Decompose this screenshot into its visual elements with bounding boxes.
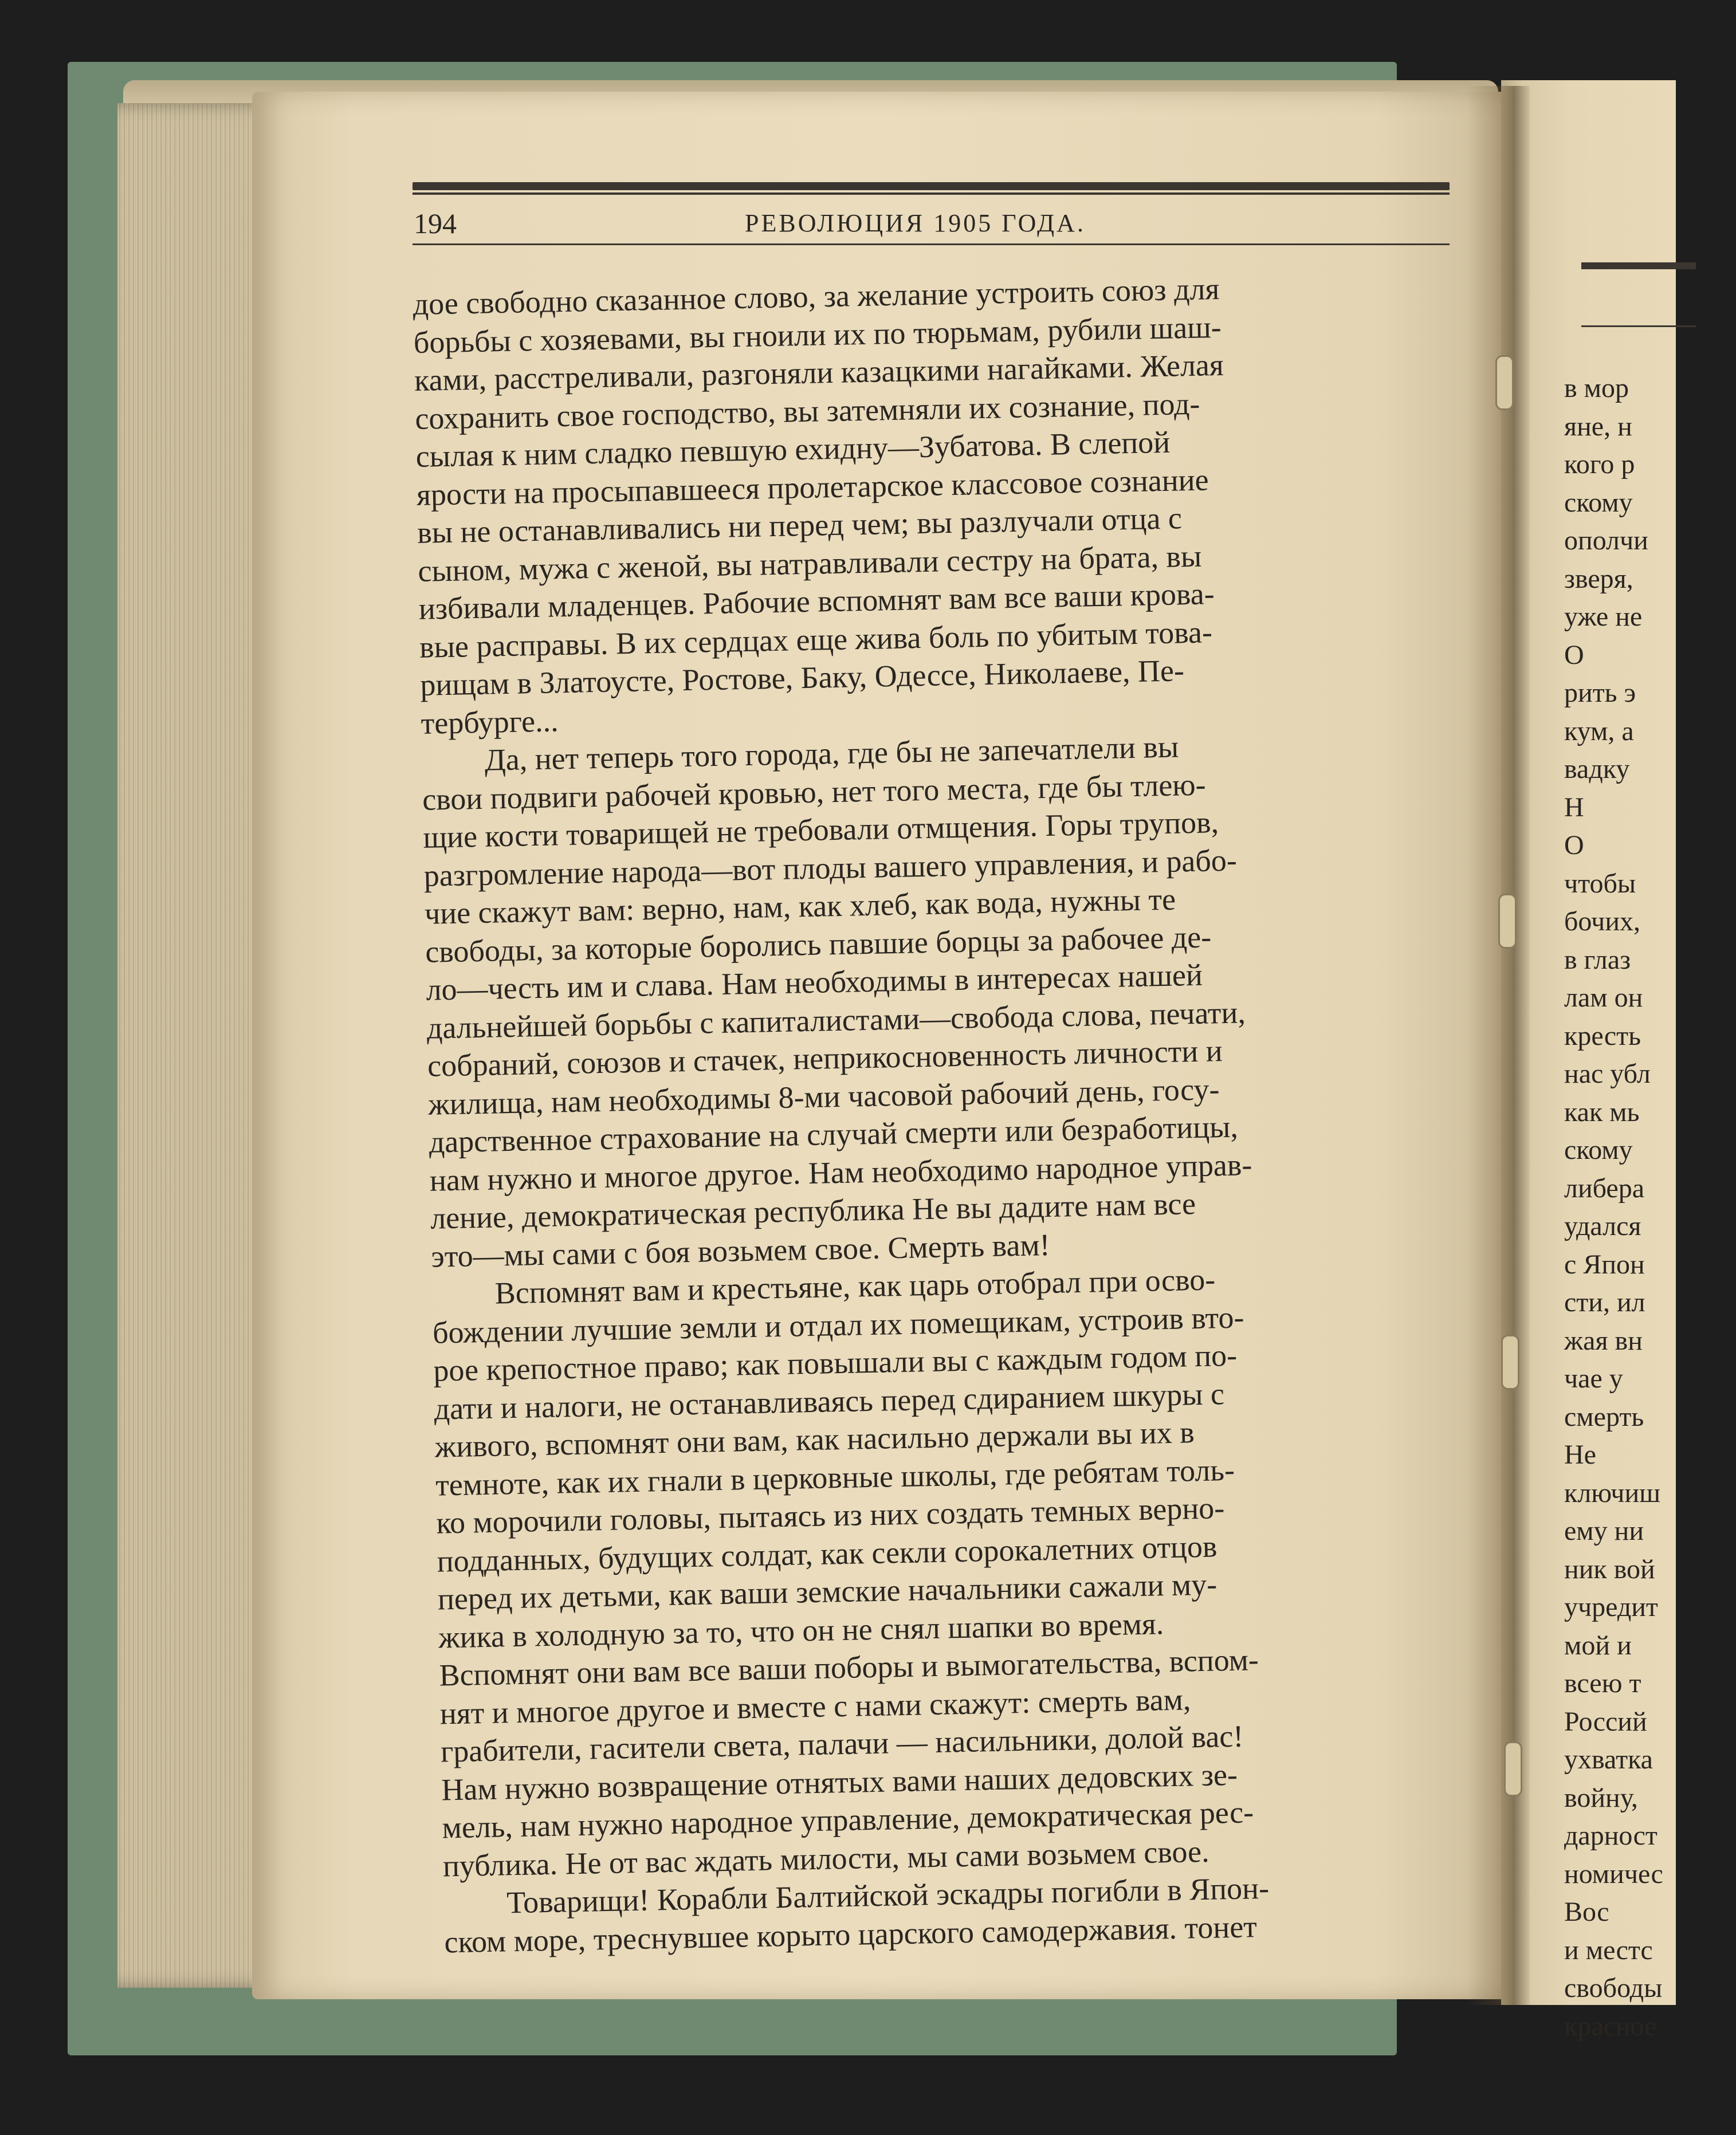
facing-text-line: нас убл <box>1564 1059 1651 1089</box>
facing-text-line: с Япон <box>1564 1249 1645 1280</box>
facing-text-line: рить э <box>1564 678 1636 708</box>
text-line: ление, демократическая республика Не вы дадите нам все <box>430 1186 1196 1236</box>
text-line: ярости на просыпавшееся пролетарское классовое сознание <box>416 462 1209 512</box>
text-line: вы не останавливались ни перед чем; вы разлучали отца с <box>417 501 1183 550</box>
text-line: Да, нет теперь того города, где бы не запечатлели вы <box>484 729 1179 777</box>
text-line: избивали младенцев. Рабочие вспомнят вам все ваши крова- <box>418 576 1215 626</box>
facing-text-line: Н <box>1564 792 1584 823</box>
facing-text-line: смерть <box>1564 1401 1644 1432</box>
paragraph <box>431 1256 1491 1885</box>
facing-text-line: кум, а <box>1564 715 1634 746</box>
facing-text-line: чае у <box>1564 1363 1623 1394</box>
facing-text-line: яне, н <box>1564 411 1632 442</box>
text-line: Нам нужно возвращение отнятых вами наших дедовских зе- <box>441 1757 1238 1807</box>
facing-header-rule <box>1581 262 1696 269</box>
facing-page-text <box>1564 369 1736 2046</box>
facing-text-line: ухватка <box>1564 1744 1653 1775</box>
text-line: темноте, как их гнали в церковные школы, где ребятам толь- <box>435 1452 1235 1503</box>
facing-text-line: в мор <box>1564 373 1629 403</box>
facing-text-line: лам он <box>1564 982 1643 1013</box>
page-clip <box>1501 1335 1519 1390</box>
facing-text-line: кресть <box>1564 1020 1641 1051</box>
facing-text-line: Не <box>1564 1440 1596 1470</box>
text-line: ками, расстреливали, разгоняли казацкими нагайками. Желая <box>414 347 1224 398</box>
facing-text-line: кого р <box>1564 449 1635 479</box>
text-line: сылая к ним сладко певшую ехидну—Зубатова. В слепой <box>415 424 1171 474</box>
facing-text-line: уже не <box>1564 601 1643 632</box>
text-line: борьбы с хозяевами, вы гноили их по тюрьмам, рубили шаш- <box>413 309 1222 360</box>
facing-text-line: скому <box>1564 1135 1633 1165</box>
page-clip <box>1498 894 1517 949</box>
text-line: ло—честь им и слава. Нам необходимы в интересах нашей <box>426 957 1203 1007</box>
facing-text-line: свободы <box>1564 1973 1663 2003</box>
facing-text-line: зверя, <box>1564 563 1633 594</box>
text-line: живого, вспомнят они вам, как насильно держали вы их в <box>434 1415 1195 1464</box>
text-line: мель, нам нужно народное управление, демократическая рес- <box>442 1795 1254 1845</box>
text-line: разгромление народа—вот плоды вашего управления, и рабо- <box>423 843 1238 893</box>
text-line: рое крепостное право; как повышали вы с каждым годом по- <box>433 1338 1238 1388</box>
text-line: рищам в Златоусте, Ростове, Баку, Одессе, Николаеве, Пе- <box>419 653 1185 702</box>
text-line: грабители, гасители света, палачи — насильники, долой вас! <box>440 1719 1244 1769</box>
text-line: дальнейшей борьбы с капиталистами—свобода слова, печати, <box>426 994 1246 1045</box>
facing-text-line: ключиш <box>1564 1477 1661 1508</box>
text-line: дое свободно сказанное слово, за желание устроить союз для <box>413 271 1220 321</box>
page-number: 194 <box>414 207 457 239</box>
facing-text-line: сти, ил <box>1564 1287 1645 1318</box>
text-line: сыном, мужа с женой, вы натравливали сестру на брата, вы <box>417 538 1202 588</box>
facing-text-line: Вос <box>1564 1897 1609 1927</box>
text-line: собраний, союзов и стачек, неприкосновенность личности и <box>427 1033 1223 1083</box>
facing-text-line: либера <box>1564 1173 1645 1204</box>
text-line: свободы, за которые боролись павшие борцы за рабочее де- <box>425 919 1212 969</box>
facing-text-line: мой и <box>1564 1630 1632 1661</box>
facing-text-line: скому <box>1564 487 1633 518</box>
facing-text-line: ополчи <box>1564 525 1648 556</box>
text-line: Вспомнят они вам все ваши поборы и вымогательства, вспом- <box>439 1642 1259 1693</box>
text-line: перед их детьми, как ваши земские начальники сажали му- <box>437 1567 1217 1617</box>
text-line: Вспомнят вам и крестьяне, как царь отобрал при осво- <box>494 1262 1216 1311</box>
facing-text-line: номичес <box>1564 1858 1663 1889</box>
facing-text-line: учредит <box>1564 1592 1658 1622</box>
text-line: жилища, нам необходимы 8-ми часовой рабочий день, госу- <box>427 1071 1220 1122</box>
header-rule-bottom <box>413 243 1450 245</box>
facing-text-line: вадку <box>1564 754 1630 784</box>
text-line: бождении лучшие земли и отдал их помещикам, устроив вто- <box>432 1299 1244 1350</box>
facing-text-line: Россий <box>1564 1706 1647 1737</box>
facing-text-line: дарност <box>1564 1821 1658 1851</box>
facing-header-rule-bottom <box>1581 325 1696 327</box>
text-line: чие скажут вам: верно, нам, как хлеб, как вода, нужны те <box>424 882 1176 931</box>
text-line: Товарищи! Корабли Балтийской эскадры погибли в Япон- <box>506 1870 1270 1920</box>
text-line: дати и налоги, не останавливаясь перед сдиранием шкуры с <box>434 1376 1225 1426</box>
text-line: вые расправы. В их сердцах еще жива боль по убитым това- <box>419 614 1213 665</box>
paragraph <box>413 265 1470 742</box>
header-rule-thick <box>413 182 1450 190</box>
text-line: щие кости товарищей не требовали отмщения. Горы трупов, <box>422 805 1219 855</box>
facing-text-line: удался <box>1564 1211 1641 1241</box>
page-clip <box>1495 355 1514 410</box>
text-line: это—мы сами с боя возьмем свое. Смерть вам! <box>430 1227 1051 1274</box>
facing-text-line: и местс <box>1564 1935 1653 1965</box>
text-line: жика в холодную за то, что он не снял шапки во время. <box>438 1606 1164 1655</box>
text-line: свои подвиги рабочей кровью, нет того места, где бы тлею- <box>422 767 1207 817</box>
text-line: ко морочили головы, пытаясь из них создать темных верно- <box>435 1491 1225 1540</box>
text-line: нам нужно и многое другое. Нам необходимо народное управ- <box>429 1147 1252 1198</box>
text-line: нят и многое другое и вместе с нами скажут: смерть вам, <box>439 1681 1191 1731</box>
facing-text-line: всею т <box>1564 1668 1641 1698</box>
facing-text-line: бочих, <box>1564 906 1641 937</box>
facing-text-line: в глаз <box>1564 944 1631 975</box>
text-line: ском море, треснувшее корыто царского самодержавия. тонет <box>443 1909 1258 1959</box>
text-line: подданных, будущих солдат, как секли сорокалетних отцов <box>437 1528 1217 1579</box>
text-line: дарственное страхование на случай смерти или безработицы, <box>429 1109 1239 1159</box>
facing-text-line: красное <box>1564 2011 1657 2042</box>
page-clip <box>1504 1741 1522 1796</box>
facing-text-line: ник вой <box>1564 1554 1655 1584</box>
header-rule-thin <box>413 192 1450 195</box>
text-line: тербурге... <box>421 703 559 741</box>
text-line: сохранить свое господство, вы затемняли их сознание, под- <box>414 386 1200 436</box>
facing-text-line: ему ни <box>1564 1516 1644 1546</box>
facing-text-line: чтобы <box>1564 868 1636 899</box>
facing-text-line: жая вн <box>1564 1325 1643 1356</box>
facing-text-line: как мь <box>1564 1096 1640 1127</box>
text-line: публика. Не от вас ждать милости, мы сами возьмем свое. <box>442 1834 1210 1883</box>
facing-text-line: О <box>1564 639 1584 670</box>
running-head: РЕВОЛЮЦИЯ 1905 ГОДА. <box>745 209 1086 237</box>
facing-text-line: О <box>1564 830 1584 860</box>
facing-text-line: войну, <box>1564 1782 1638 1813</box>
page-body-text <box>413 265 1493 1961</box>
paragraph <box>421 722 1480 1276</box>
